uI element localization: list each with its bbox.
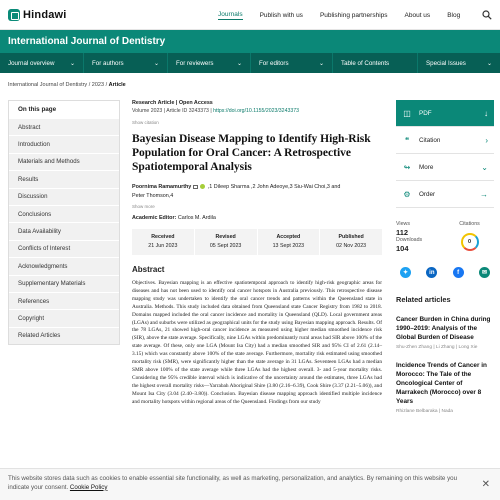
related-article-authors: Rhizlane Belbaraka | Nada: [396, 409, 453, 414]
toc-item-acknowledgments[interactable]: Acknowledgments: [9, 257, 119, 274]
downloads-value: 104: [396, 244, 409, 253]
downloads-label: Downloads: [396, 237, 423, 243]
article-type: Research Article | Open Access: [132, 100, 213, 106]
chevron-down-icon: ⌄: [486, 60, 492, 67]
tab-journal-overview[interactable]: [0, 53, 84, 73]
journal-banner: [0, 30, 500, 53]
hindawi-logo-icon: [8, 9, 20, 21]
show-more-authors[interactable]: Show more: [132, 204, 155, 209]
author-name[interactable]: Peter Thomson: [132, 193, 169, 199]
hindawi-logo[interactable]: [8, 9, 67, 21]
editor-label: Academic Editor:: [132, 215, 177, 221]
chevron-down-icon: ⌄: [481, 162, 488, 172]
show-citation-link[interactable]: Show citation: [132, 120, 159, 125]
on-this-page-heading: On this page: [9, 101, 119, 118]
cookie-policy-link[interactable]: Cookie Policy: [69, 483, 108, 491]
cart-icon: ⚙: [403, 189, 411, 199]
on-this-page-nav: [8, 100, 120, 345]
citations-label: Citations: [459, 221, 480, 227]
order-label: Order: [419, 190, 436, 198]
article-title: Bayesian Disease Mapping to Identify High-Risk Population for Oral Cancer: A Retrospective Spatiotemporal Analysis: [132, 133, 371, 173]
date-value: 02 Nov 2023: [336, 243, 367, 249]
more-button[interactable]: [396, 154, 494, 181]
breadcrumb-year[interactable]: 2023: [91, 82, 105, 88]
toc-item-related-articles[interactable]: Related Articles: [9, 327, 119, 344]
date-value: 05 Sept 2023: [209, 243, 242, 249]
breadcrumb-journal[interactable]: International Journal of Dentistry: [8, 82, 88, 88]
abstract-text: Objectives. Bayesian mapping is an effective spatiotemporal approach to identify high-risk geographic areas for diseases and has not been used to identify oral cancer hotspots in Australia previously. This retrospective disease mapping study was undertaken to identify the oral cancer trends and patterns within the Queensland state in Australia. Methods. This study included data obtained from Queensland state Cancer Registry from 1982 to 2018. Domains mapped included the oral cancer incidence and mortality in Queensland (QLD). Local government areas (LGAs) and suburbs were utilized as geographical units for the study using Bayesian mapping approach. Results. Of the 78 LGAs, 21 showed high-oral cancer incidence as measured using higher median smoothed incidence risk (SIR), above the state average. Specifically, nine LGAs within predominantly rural areas had SIR above 100% of the state average. Of these, only one LGA (Mount Isa City) had a median smoothed SIR and 95% CI of 2.61 (2.14–3.15) which was constantly above 100% of the state average. Furthermore, mortality risk estimated using smoothed mortality risk (SMR), were significantly higher than the state average in 31 LGAs. Seventeen LGAs had a median SMR above 100% of the state average while three LGAs had the highest overall. 3- and 5-year mortality risks. Considering the 95% credible interval which is indicative of the uncertainty around the estimates, three LGAs had the highest overall mortality risks—Yarrabah Aboriginal Shire (3.80 (2.16–6.39), Cook Shire (3.37 (2.21–5.06)), and Mount Isa City (3.04 (2.40–3.80)). Conclusion. Bayesian disease mapping approach identified multiple incidence and mortality hotspots within regional areas of the Queensland. Findings from our study: [132, 280, 382, 405]
nav-publishing-partnerships[interactable]: Publishing partnerships: [319, 11, 388, 19]
nav-publish-with-us[interactable]: Publish with us: [259, 11, 303, 19]
tab-label: Table of Contents: [341, 59, 390, 67]
toc-item-discussion[interactable]: Discussion: [9, 188, 119, 205]
more-label: More: [419, 163, 434, 171]
nav-blog[interactable]: Blog: [447, 11, 461, 19]
toc-item-supplementary[interactable]: Supplementary Materials: [9, 275, 119, 292]
citations-metric: [445, 221, 494, 253]
date-value: 21 Jun 2023: [148, 243, 178, 249]
related-article-title[interactable]: Incidence Trends of Cancer in Morocco: The Tale of the Oncological Center of Marrakech (Morocco) over 8 Years: [396, 362, 487, 405]
article-main: [132, 100, 382, 407]
related-article-authors: Shu-Zhen Zhang | Li Zhang | Long Xie: [396, 345, 478, 350]
tab-label: For reviewers: [176, 59, 214, 67]
article-meta: [132, 108, 382, 114]
citation-label: Citation: [419, 136, 441, 144]
toc-item-copyright[interactable]: Copyright: [9, 309, 119, 326]
tab-label: Special Issues: [426, 59, 466, 67]
date-label: Received: [151, 234, 175, 240]
search-icon[interactable]: [482, 10, 492, 20]
date-label: Published: [338, 234, 364, 240]
email-icon[interactable]: ✉: [479, 267, 490, 278]
order-button[interactable]: [396, 181, 494, 208]
date-label: Accepted: [276, 234, 301, 240]
article-dates: [132, 229, 382, 255]
tab-for-editors[interactable]: [251, 53, 333, 73]
academic-editor: [132, 215, 382, 221]
editor-name: Carlos M. Ardila: [177, 215, 216, 221]
views-label: Views: [396, 221, 411, 227]
author-list-rest[interactable]: ,1 Dileep Sharma ,2 John Adeoye,3 Siu-Wai Choi,3 and: [207, 184, 341, 190]
related-article-title[interactable]: Cancer Burden in China during 1990–2019: Analysis of the Global Burden of Disease: [396, 316, 491, 341]
volume-line: Volume 2023 | Article ID 3243373 |: [132, 108, 214, 114]
tab-special-issues[interactable]: [418, 53, 500, 73]
dimensions-badge[interactable]: 0: [461, 233, 479, 251]
toc-item-introduction[interactable]: Introduction: [9, 135, 119, 152]
author-list: [132, 183, 382, 201]
toc-item-materials-methods[interactable]: Materials and Methods: [9, 153, 119, 170]
chevron-down-icon: ⌄: [318, 60, 324, 67]
breadcrumb-separator: /: [105, 82, 109, 88]
facebook-icon[interactable]: f: [453, 267, 464, 278]
pdf-button[interactable]: [396, 100, 494, 127]
date-revised: [195, 229, 258, 255]
arrow-right-icon: →: [480, 189, 488, 199]
article-sidebar: [396, 100, 494, 414]
date-published: [320, 229, 382, 255]
tab-label: For editors: [259, 59, 289, 67]
linkedin-icon[interactable]: in: [426, 267, 437, 278]
cookie-text: [8, 475, 470, 492]
toc-item-results[interactable]: Results: [9, 170, 119, 187]
tab-for-reviewers[interactable]: [168, 53, 251, 73]
journal-title[interactable]: International Journal of Dentistry: [8, 36, 166, 47]
author-affiliation: ,4: [168, 193, 174, 199]
date-label: Revised: [215, 234, 236, 240]
chevron-down-icon: ⌄: [153, 60, 159, 67]
breadcrumb: [8, 82, 126, 88]
date-received: [132, 229, 195, 255]
share-buttons: [396, 267, 494, 278]
close-icon[interactable]: ✕: [481, 479, 490, 490]
pdf-icon: ◫: [403, 108, 411, 118]
tab-label: For authors: [92, 59, 124, 67]
journal-nav: [0, 53, 500, 73]
toc-item-conclusions[interactable]: Conclusions: [9, 205, 119, 222]
download-icon: ↓: [484, 108, 488, 118]
site-nav: [218, 0, 477, 30]
pdf-label: PDF: [419, 109, 432, 117]
toc-item-data-availability[interactable]: Data Availability: [9, 222, 119, 239]
nav-about-us[interactable]: About us: [404, 11, 431, 19]
date-value: 13 Sept 2023: [272, 243, 305, 249]
quote-icon: ❝: [404, 135, 410, 145]
views-downloads: [396, 221, 445, 253]
twitter-icon[interactable]: ✦: [400, 267, 411, 278]
tab-table-of-contents[interactable]: [333, 53, 418, 73]
cookie-message: This website stores data such as cookies to enable essential site functionality, as well as marketing, personalization, and analytics. By remaining on this website you indicate your consent.: [8, 475, 458, 491]
toc-item-abstract[interactable]: Abstract: [9, 118, 119, 135]
nav-journals[interactable]: Journals: [218, 10, 243, 18]
article-metrics: [396, 221, 494, 253]
chevron-down-icon: ⌄: [236, 60, 242, 67]
breadcrumb-current: Article: [108, 82, 126, 88]
author-name[interactable]: Poornima Ramamurthy: [132, 184, 192, 190]
doi-link[interactable]: https://doi.org/10.1155/2023/3243373: [213, 108, 299, 114]
chevron-right-icon: ›: [485, 135, 488, 145]
share-icon: ↬: [403, 162, 411, 172]
site-header: [0, 0, 500, 30]
toc-item-references[interactable]: References: [9, 292, 119, 309]
views-value: 112: [396, 228, 409, 237]
logo-text: Hindawi: [23, 8, 67, 21]
orcid-icon[interactable]: [200, 184, 205, 189]
abstract-heading: Abstract: [132, 265, 165, 274]
cookie-banner: [0, 468, 500, 500]
tab-for-authors[interactable]: [84, 53, 168, 73]
email-icon[interactable]: [193, 185, 198, 189]
tab-label: Journal overview: [8, 59, 55, 67]
related-articles-heading: Related articles: [396, 295, 451, 304]
toc-item-conflicts[interactable]: Conflicts of Interest: [9, 240, 119, 257]
breadcrumb-separator: /: [88, 82, 92, 88]
date-accepted: [258, 229, 321, 255]
citation-button[interactable]: [396, 127, 494, 154]
chevron-down-icon: ⌄: [69, 60, 75, 67]
